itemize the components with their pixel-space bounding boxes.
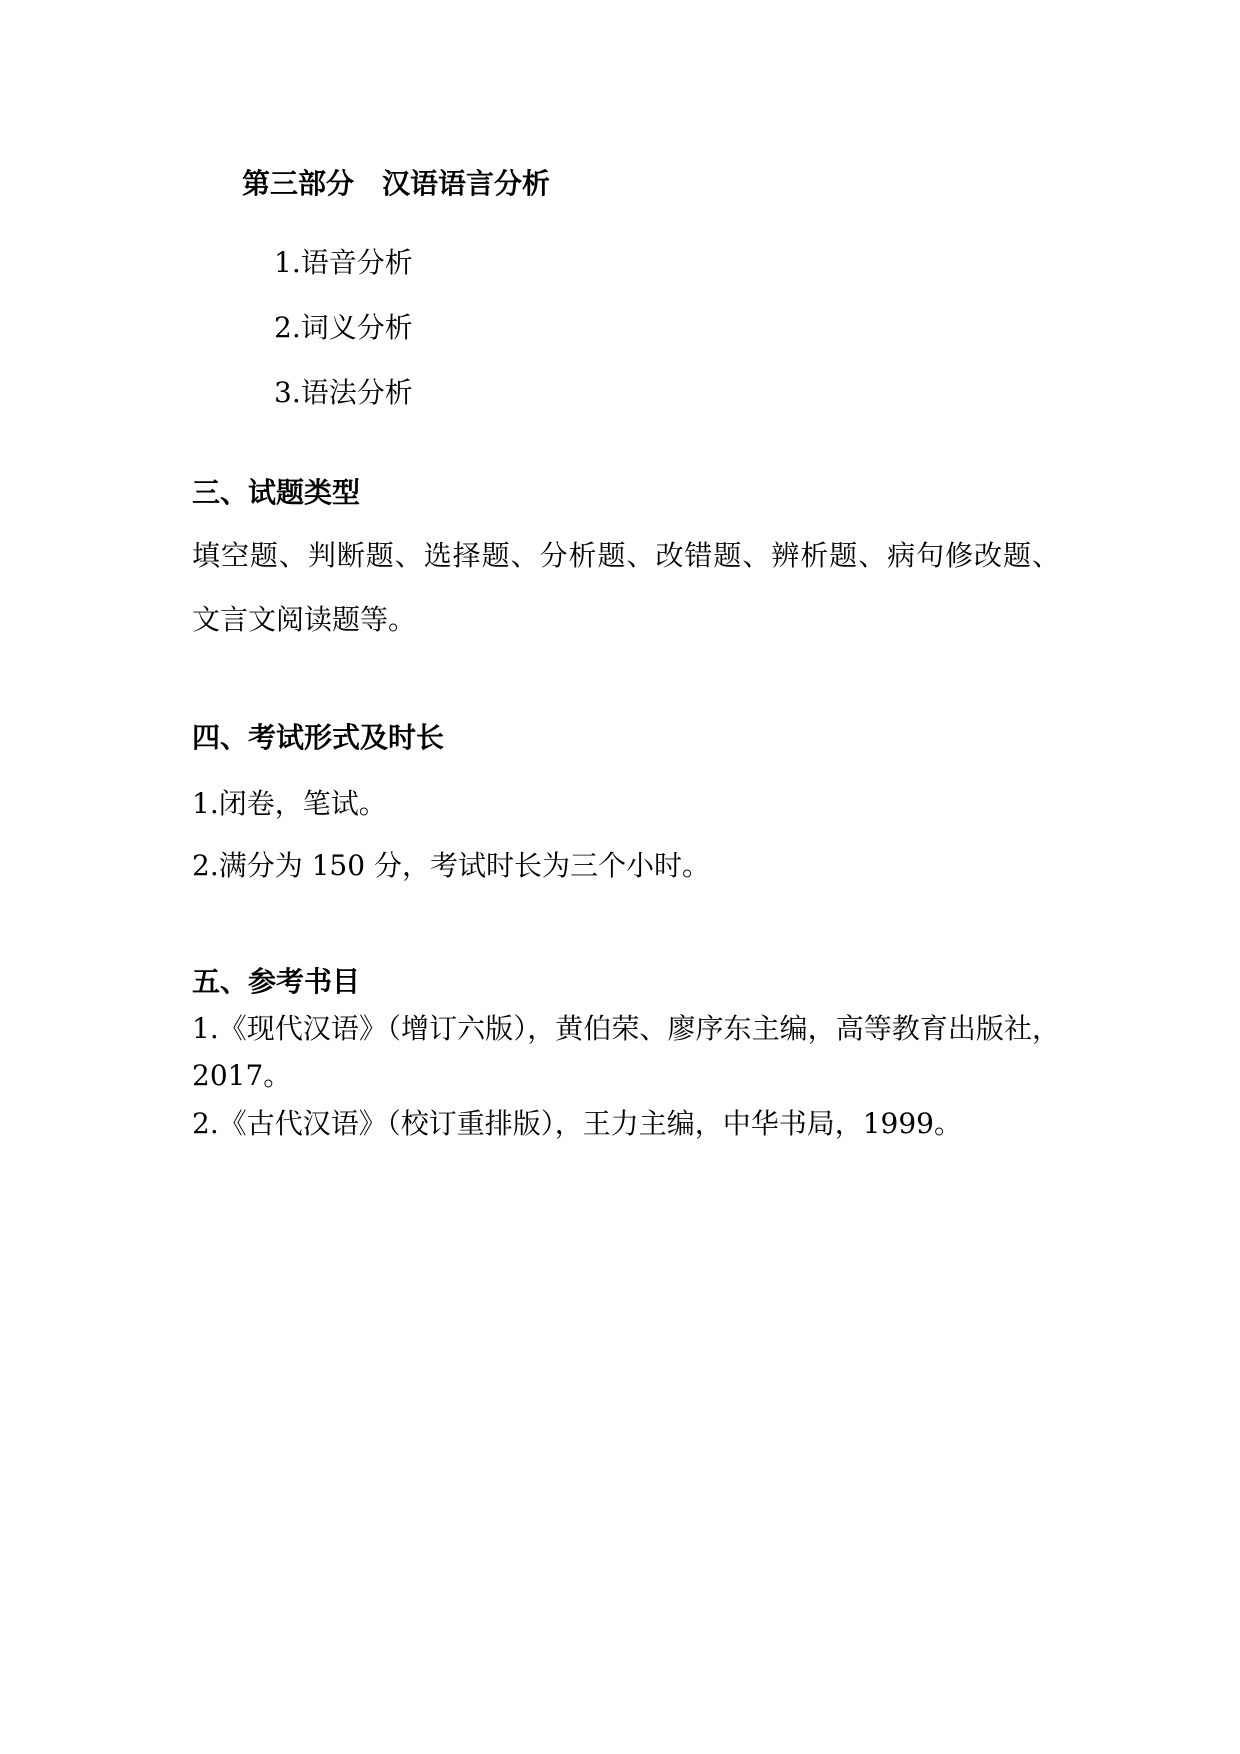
section-heading: 五、参考书目 bbox=[192, 965, 361, 998]
part-title: 第三部分 汉语语言分析 bbox=[242, 167, 551, 200]
list-item: 3.语法分析 bbox=[274, 376, 413, 409]
list-item: 1.闭卷，笔试。 bbox=[192, 787, 387, 820]
reference-line: 1.《现代汉语》（增订六版），黄伯荣、廖序东主编，高等教育出版社， bbox=[192, 1012, 1060, 1045]
list-item: 1.语音分析 bbox=[274, 246, 413, 279]
section-heading: 三、试题类型 bbox=[192, 476, 361, 509]
paragraph-line: 文言文阅读题等。 bbox=[192, 603, 417, 636]
list-item: 2.词义分析 bbox=[274, 311, 413, 344]
reference-line: 2017。 bbox=[192, 1059, 292, 1092]
section-heading: 四、考试形式及时长 bbox=[192, 721, 445, 754]
paragraph-line: 填空题、判断题、选择题、分析题、改错题、辨析题、病句修改题、 bbox=[192, 539, 1060, 572]
reference-line: 2.《古代汉语》（校订重排版），王力主编，中华书局，1999。 bbox=[192, 1107, 962, 1140]
list-item: 2.满分为 150 分，考试时长为三个小时。 bbox=[192, 849, 710, 882]
